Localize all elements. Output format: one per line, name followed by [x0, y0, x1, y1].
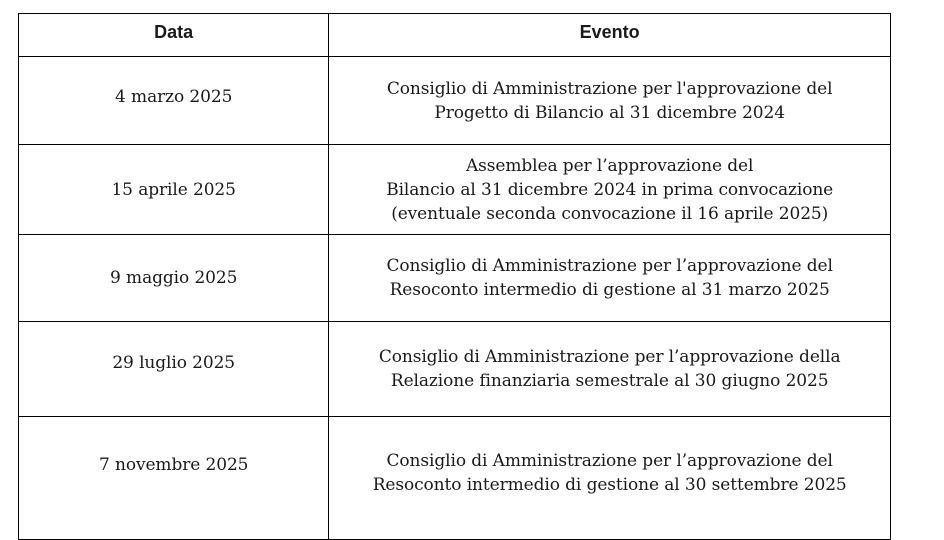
financial-calendar-table	[18, 13, 891, 540]
event-line: Bilancio al 31 dicembre 2024 in prima convocazione	[386, 179, 834, 200]
event-description	[329, 57, 891, 145]
event-line: Resoconto intermedio di gestione al 31 marzo 2025	[389, 280, 830, 300]
table-header-row	[19, 14, 891, 57]
event-description	[329, 322, 891, 417]
event-line: (eventuale seconda convocazione il 16 aprile 2025)	[391, 203, 829, 224]
event-line: Consiglio di Amministrazione per l’approvazione della	[378, 347, 841, 367]
event-line: Assemblea per l’approvazione del	[465, 155, 754, 176]
event-description	[329, 417, 891, 540]
table-row	[19, 145, 891, 235]
event-line: Progetto di Bilancio al 31 dicembre 2024	[434, 102, 785, 123]
header-event: Evento	[329, 14, 891, 57]
event-date: 15 aprile 2025	[19, 145, 329, 235]
event-date: 7 novembre 2025	[19, 417, 329, 540]
event-line: Consiglio di Amministrazione per l’approvazione del	[386, 256, 833, 276]
table-row	[19, 235, 891, 322]
header-date: Data	[19, 14, 329, 57]
event-line: Resoconto intermedio di gestione al 30 settembre 2025	[372, 475, 847, 495]
event-description	[329, 145, 891, 235]
event-date: 29 luglio 2025	[19, 322, 329, 417]
table-row	[19, 417, 891, 540]
event-date: 4 marzo 2025	[19, 57, 329, 145]
event-date: 9 maggio 2025	[19, 235, 329, 322]
event-description	[329, 235, 891, 322]
table-row	[19, 322, 891, 417]
table-row	[19, 57, 891, 145]
event-line: Relazione finanziaria semestrale al 30 giugno 2025	[390, 371, 829, 391]
event-line: Consiglio di Amministrazione per l’approvazione del	[386, 451, 833, 471]
event-line: Consiglio di Amministrazione per l'approvazione del	[386, 78, 833, 99]
